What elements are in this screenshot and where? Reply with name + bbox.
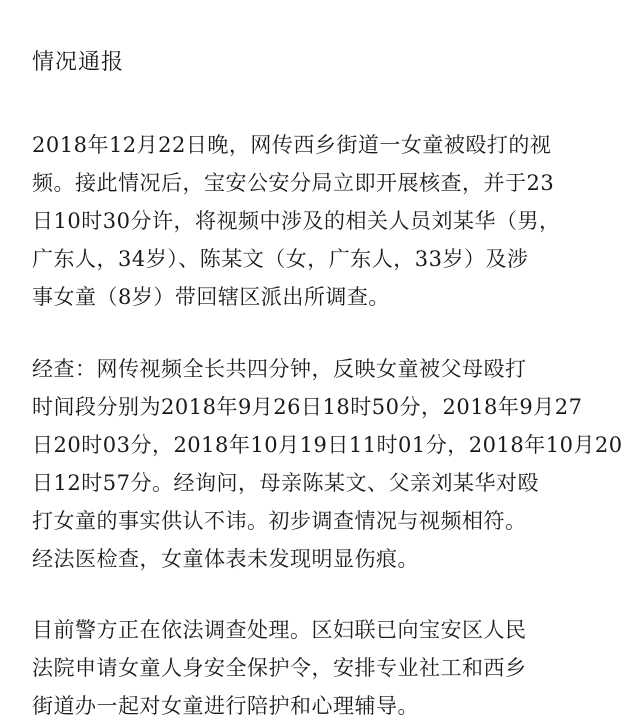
paragraph-line: 事女童（8岁）带回辖区派出所调查。 — [32, 285, 390, 309]
paragraph-line: 打女童的事实供认不讳。初步调查情况与视频相符。 — [32, 509, 527, 533]
paragraph-line: 经查：网传视频全长共四分钟，反映女童被父母殴打 — [32, 357, 527, 381]
paragraph-incident — [32, 126, 588, 316]
paragraph-line: 时间段分别为2018年9月26日18时50分，2018年9月27 — [32, 395, 583, 419]
paragraph-findings — [32, 350, 623, 578]
paragraph-line: 日20时03分，2018年10月19日11时01分，2018年10月20 — [32, 433, 623, 457]
paragraph-line: 经法医检查，女童体表未发现明显伤痕。 — [32, 547, 419, 571]
paragraph-line: 日12时57分。经询问，母亲陈某文、父亲刘某华对殴 — [32, 471, 539, 495]
paragraph-line: 2018年12月22日晚，网传西乡街道一女童被殴打的视 — [32, 133, 552, 157]
paragraph-line: 目前警方正在依法调查处理。区妇联已向宝安区人民 — [32, 618, 527, 642]
paragraph-line: 法院申请女童人身安全保护令，安排专业社工和西乡 — [32, 656, 527, 680]
paragraph-current-status — [32, 611, 588, 725]
document-title: 情况通报 — [32, 50, 125, 75]
paragraph-line: 街道办一起对女童进行陪护和心理辅导。 — [32, 694, 419, 718]
paragraph-line: 广东人，34岁）、陈某文（女，广东人，33岁）及涉 — [32, 247, 529, 271]
paragraph-line: 频。接此情况后，宝安公安分局立即开展核查，并于23 — [32, 171, 555, 195]
paragraph-line: 日10时30分许，将视频中涉及的相关人员刘某华（男， — [32, 209, 561, 233]
